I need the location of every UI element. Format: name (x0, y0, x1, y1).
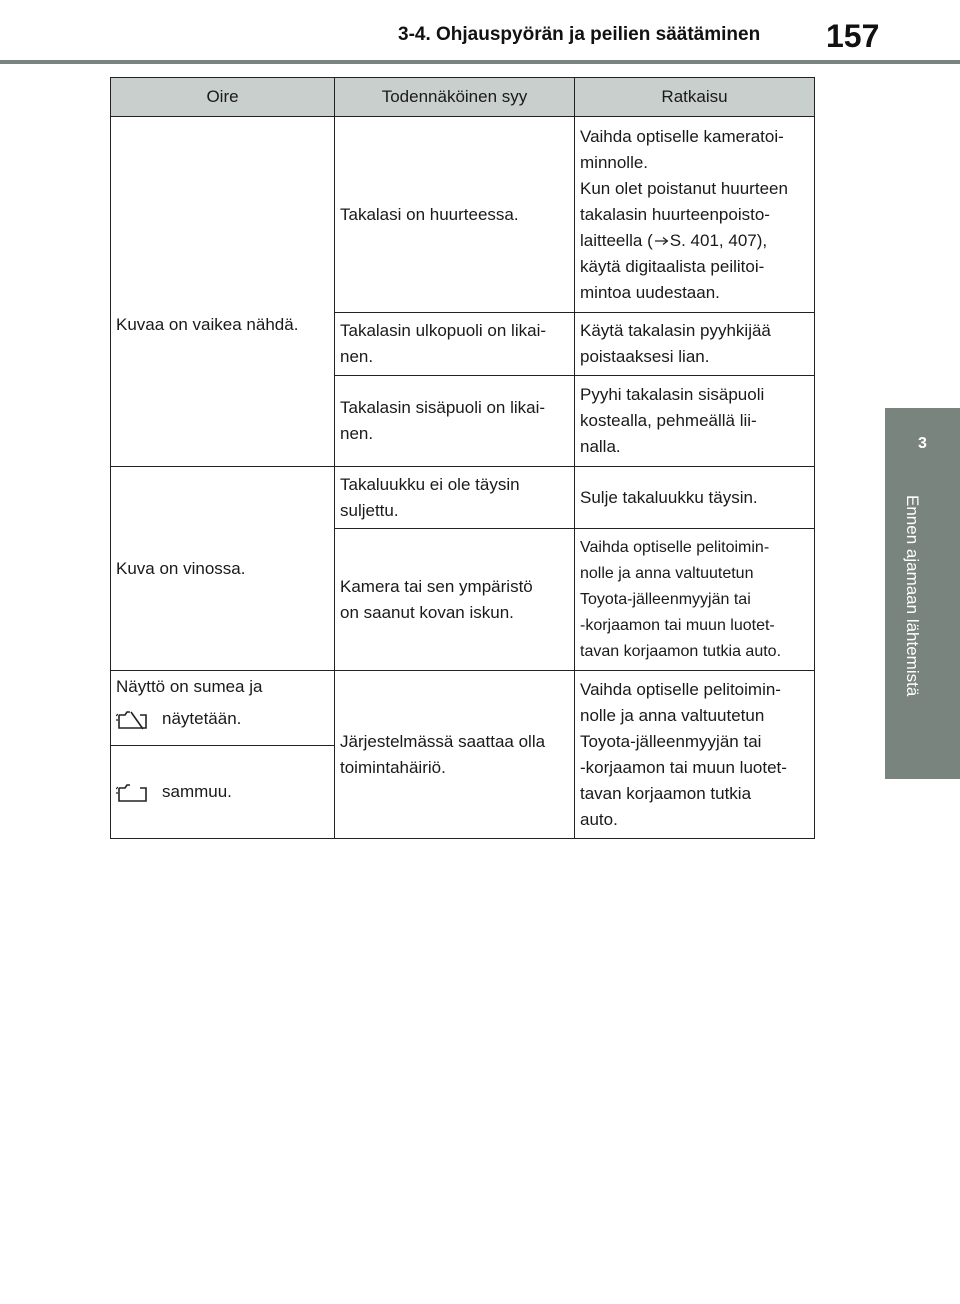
header-rule (0, 60, 960, 64)
cause-cell: Takalasin sisäpuoli on likai- nen. (335, 376, 575, 467)
page-number: 157 (826, 18, 880, 54)
cause-cell: Kamera tai sen ympäristö on saanut kovan iskun. (335, 529, 575, 671)
chapter-number: 3 (918, 434, 927, 452)
troubleshooting-table (110, 77, 815, 839)
table-row (111, 671, 815, 746)
solution-cell: Vaihda optiselle kameratoi- minnolle. Kun olet poistanut huurteen takalasin huurteenpoisto- laitteella ( S. 401, 407), käytä digitaalista peilitoi- mintoa uudestaan. (575, 117, 815, 313)
cause-cell: Takalasi on huurteessa. (335, 117, 575, 313)
solution-cell: Vaihda optiselle pelitoimin- nolle ja anna valtuutetun Toyota-jälleenmyyjän tai -korjaamon tai muun luotet- tavan korjaamon tutkia auto. (575, 529, 815, 671)
solution-cell: Pyyhi takalasin sisäpuoli kostealla, pehmeällä lii- nalla. (575, 376, 815, 467)
symptom-cell: Kuvaa on vaikea nähdä. (111, 117, 335, 467)
section-tab (885, 479, 960, 779)
page-reference-arrow-icon (655, 236, 669, 246)
table-row (111, 467, 815, 529)
table-header-row (111, 78, 815, 117)
column-header-symptom: Oire (111, 78, 335, 117)
cause-cell: Takalasin ulkopuoli on likai- nen. (335, 313, 575, 376)
symptom-cell: sammuu. (111, 746, 335, 839)
section-tab-label: Ennen ajamaan lähtemistä (903, 495, 922, 697)
solution-cell: Sulje takaluukku täysin. (575, 467, 815, 529)
cause-cell: Takaluukku ei ole täysin suljettu. (335, 467, 575, 529)
page-header-title: 3-4. Ohjauspyörän ja peilien säätäminen (398, 24, 761, 45)
camera-malfunction-icon (116, 710, 150, 730)
symptom-cell: Näyttö on sumea ja näytetään. (111, 671, 335, 746)
camera-icon (116, 783, 150, 803)
table-row (111, 117, 815, 313)
column-header-solution: Ratkaisu (575, 78, 815, 117)
solution-cell: Käytä takalasin pyyhkijää poistaaksesi lian. (575, 313, 815, 376)
solution-cell: Vaihda optiselle pelitoimin- nolle ja anna valtuutetun Toyota-jälleenmyyjän tai -korjaamon tai muun luotet- tavan korjaamon tutkia auto. (575, 671, 815, 839)
column-header-cause: Todennäköinen syy (335, 78, 575, 117)
symptom-cell: Kuva on vinossa. (111, 467, 335, 671)
chapter-tab (885, 408, 960, 479)
cause-cell: Järjestelmässä saattaa olla toimintahäiriö. (335, 671, 575, 839)
